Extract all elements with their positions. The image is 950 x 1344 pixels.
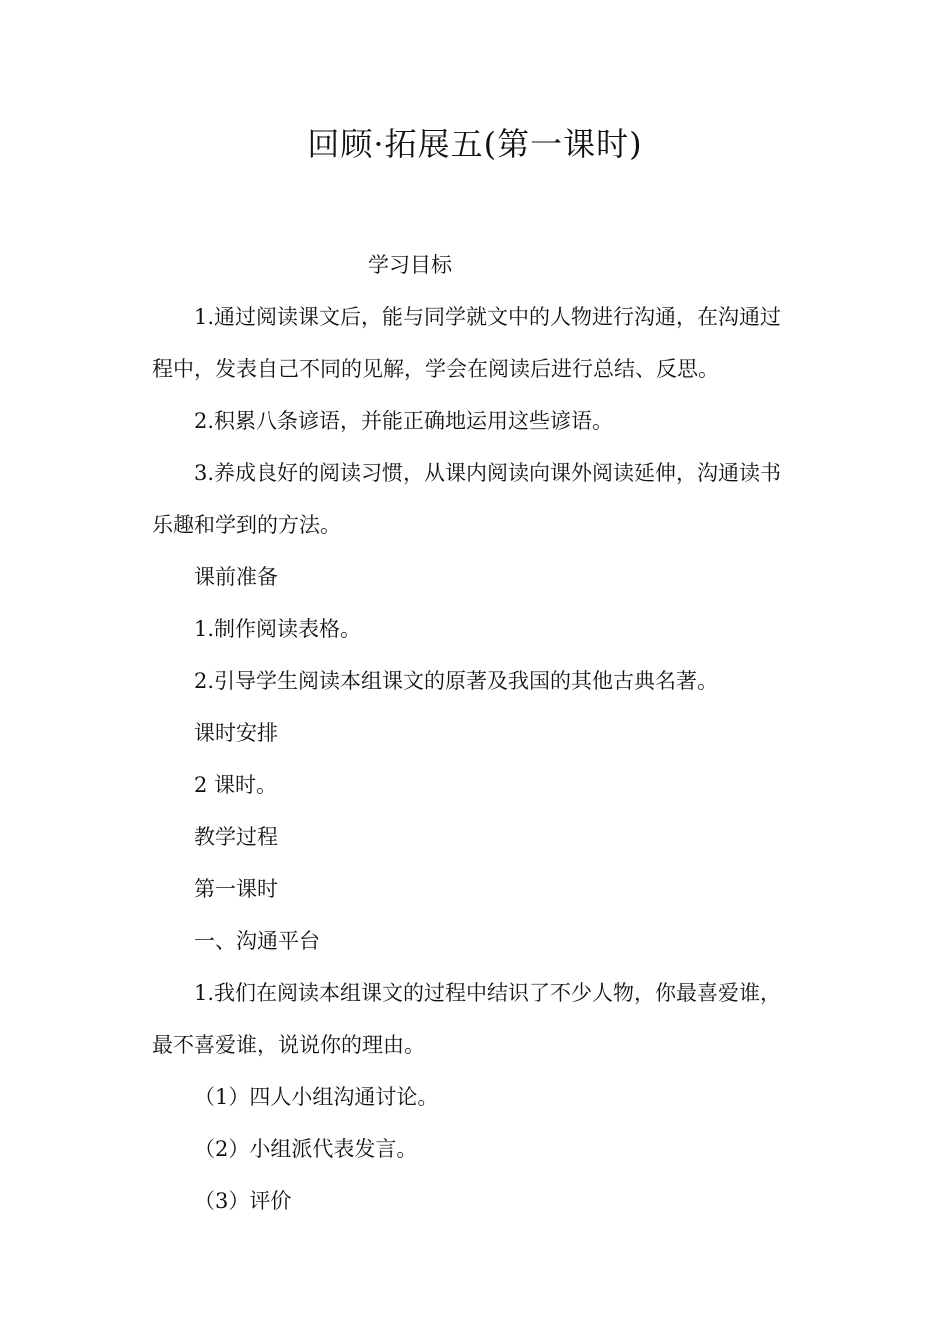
objective-3: 3.养成良好的阅读习惯，从课内阅读向课外阅读延伸，沟通读书乐趣和学到的方法。 bbox=[152, 461, 782, 537]
preparation-2: 2.引导学生阅读本组课文的原著及我国的其他古典名著。 bbox=[194, 669, 719, 693]
section-heading-preparation: 课前准备 bbox=[194, 565, 278, 589]
document-body bbox=[152, 239, 794, 1227]
section-heading-process: 教学过程 bbox=[194, 825, 278, 849]
lesson-heading: 第一课时 bbox=[194, 877, 278, 901]
activity-step-2: （2）小组派代表发言。 bbox=[194, 1137, 418, 1161]
section-heading-schedule: 课时安排 bbox=[194, 721, 278, 745]
objective-1: 1.通过阅读课文后，能与同学就文中的人物进行沟通，在沟通过程中，发表自己不同的见解，学会在阅读后进行总结、反思。 bbox=[152, 305, 782, 381]
preparation-1: 1.制作阅读表格。 bbox=[194, 617, 362, 641]
activity-step-1: （1）四人小组沟通讨论。 bbox=[194, 1085, 439, 1109]
document-title: 回顾·拓展五(第一课时) bbox=[307, 125, 643, 163]
subsection-heading: 一、沟通平台 bbox=[194, 929, 320, 953]
section-heading-objectives: 学习目标 bbox=[368, 253, 452, 277]
activity-1: 1.我们在阅读本组课文的过程中结识了不少人物，你最喜爱谁，最不喜爱谁，说说你的理由。 bbox=[152, 981, 782, 1057]
objective-2: 2.积累八条谚语，并能正确地运用这些谚语。 bbox=[194, 409, 614, 433]
schedule-value: 2 课时。 bbox=[194, 773, 278, 797]
activity-step-3: （3）评价 bbox=[194, 1189, 292, 1213]
